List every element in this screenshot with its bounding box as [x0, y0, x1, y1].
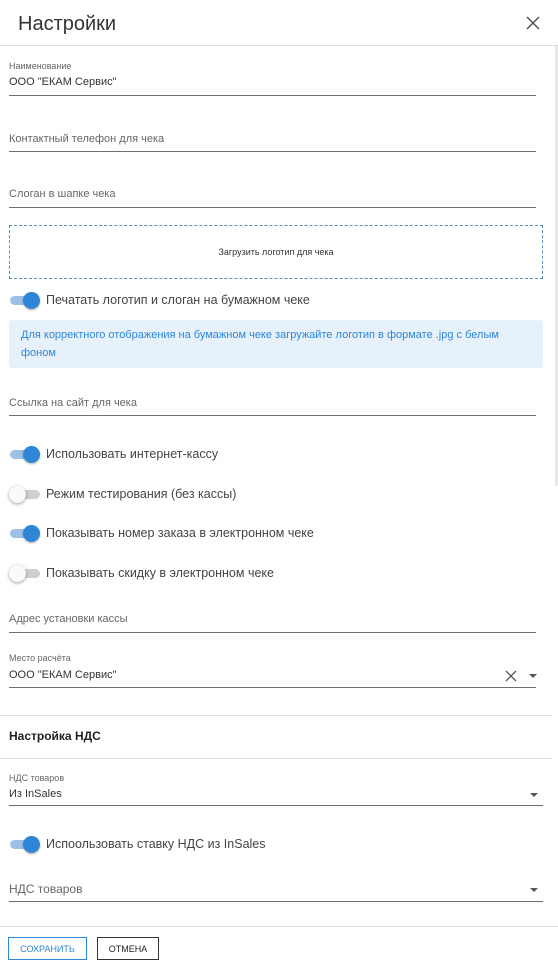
phone-field-placeholder: Контактный телефон для чека — [9, 133, 165, 145]
discount-label: Показывать скидку в электронном чеке — [46, 566, 274, 580]
phone-field[interactable] — [9, 128, 536, 152]
chevron-down-icon[interactable] — [530, 793, 538, 797]
close-icon[interactable] — [526, 16, 540, 30]
upload-logo-label: Загрузить логотип для чека — [218, 247, 334, 257]
toggle-row-print-logo — [9, 290, 349, 310]
vat-goods-label: НДС товаров — [9, 773, 65, 783]
insales-vat-label: Испоользовать ставку НДС из InSales — [46, 837, 266, 851]
name-field-value[interactable]: ООО "ЕКАМ Сервис" — [9, 76, 117, 88]
address-field[interactable] — [9, 608, 536, 633]
save-button[interactable]: СОХРАНИТЬ — [8, 937, 87, 960]
dialog-footer — [0, 926, 558, 967]
divider — [0, 758, 552, 759]
order-number-toggle[interactable] — [9, 523, 41, 543]
section-title-vat: Настройка НДС — [9, 729, 101, 743]
clear-icon[interactable] — [505, 670, 517, 682]
site-field-placeholder: Ссылка на сайт для чека — [9, 397, 137, 409]
chevron-down-icon[interactable] — [529, 674, 537, 678]
dialog-title: Настройки — [18, 13, 117, 35]
vat-goods-rate-select[interactable] — [9, 876, 543, 902]
cancel-button[interactable]: ОТМЕНА — [97, 937, 159, 960]
vat-goods-rate-placeholder: НДС товаров — [9, 882, 83, 896]
divider — [0, 715, 552, 716]
payment-place-select[interactable] — [9, 650, 536, 688]
site-field[interactable] — [9, 392, 536, 416]
discount-toggle[interactable] — [9, 563, 41, 583]
print-logo-label: Печатать логотип и слоган на бумажном чеке — [46, 293, 310, 307]
name-field[interactable] — [9, 58, 536, 96]
toggle-row-order-number — [9, 523, 349, 543]
chevron-down-icon[interactable] — [530, 888, 538, 892]
slogan-field[interactable] — [9, 183, 536, 208]
internet-kassa-label: Использовать интернет-кассу — [46, 447, 219, 461]
dialog-header — [0, 0, 558, 46]
vat-goods-value[interactable]: Из InSales — [9, 788, 62, 800]
slogan-field-placeholder: Слоган в шапке чека — [9, 188, 116, 200]
print-logo-toggle[interactable] — [9, 290, 41, 310]
toggle-row-test-mode — [9, 484, 269, 504]
toggle-row-insales-vat — [9, 834, 309, 854]
toggle-row-internet-kassa — [9, 444, 269, 464]
vat-goods-select[interactable] — [9, 770, 543, 806]
name-field-label: Наименование — [9, 61, 72, 71]
info-note: Для корректного отображения на бумажном чеке загружайте логотип в формате .jpg с белым фоном — [9, 320, 543, 368]
internet-kassa-toggle[interactable] — [9, 444, 41, 464]
order-number-label: Показывать номер заказа в электронном чеке — [46, 526, 314, 540]
upload-logo-area[interactable] — [9, 225, 543, 279]
payment-place-label: Место расчёта — [9, 653, 71, 663]
insales-vat-toggle[interactable] — [9, 834, 41, 854]
toggle-row-discount — [9, 563, 309, 583]
payment-place-value[interactable]: ООО "ЕКАМ Сервис" — [9, 669, 117, 681]
test-mode-toggle[interactable] — [9, 484, 41, 504]
address-field-placeholder: Адрес установки кассы — [9, 613, 128, 625]
test-mode-label: Режим тестирования (без кассы) — [46, 487, 237, 501]
